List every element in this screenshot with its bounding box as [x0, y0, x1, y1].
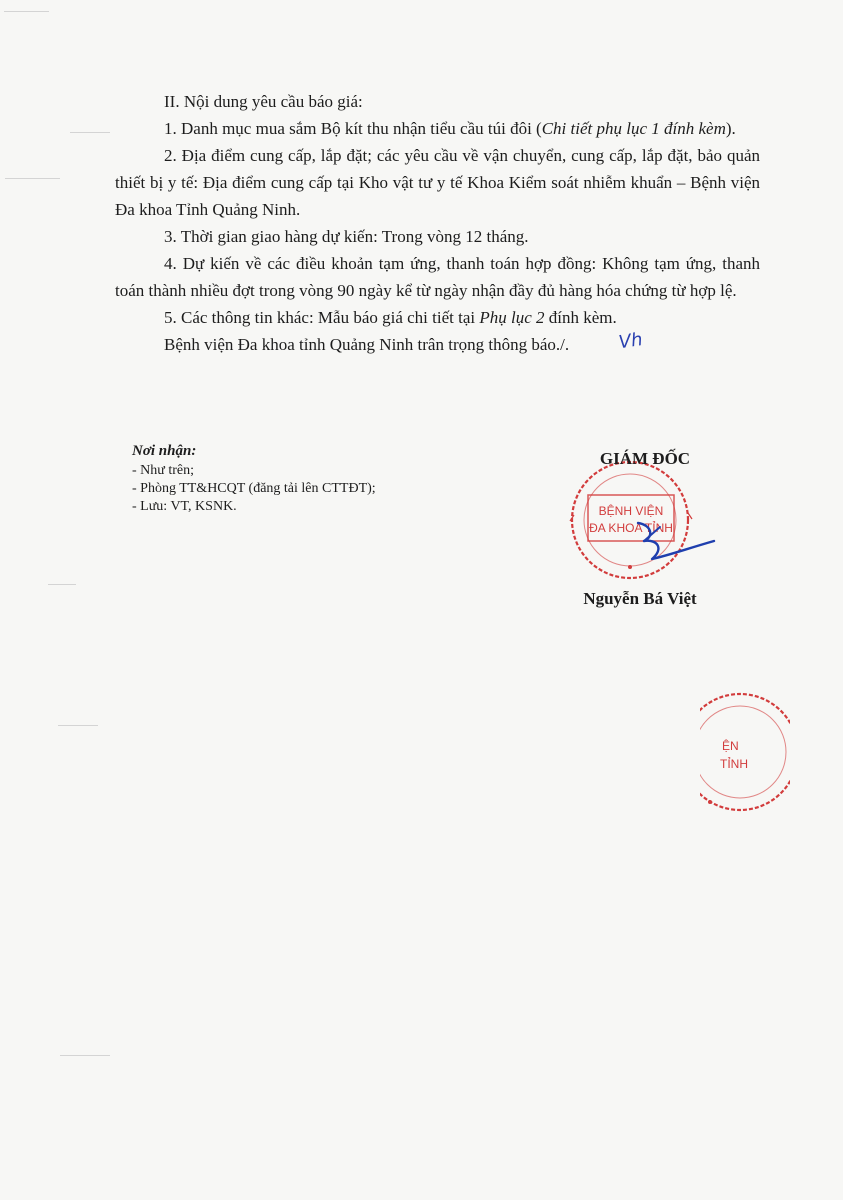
item-1-italic: Chi tiết phụ lục 1 đính kèm — [541, 119, 726, 138]
item-5-tail: đính kèm. — [544, 308, 617, 327]
recipients-block — [132, 442, 462, 516]
stamp-line-2: ĐA KHOA TỈNH — [589, 521, 673, 535]
edge-stamp-line-1: ỆN — [722, 739, 739, 753]
item-5-italic: Phụ lục 2 — [479, 308, 545, 327]
recipient-item: - Lưu: VT, KSNK. — [132, 499, 237, 514]
handwritten-signature — [630, 515, 720, 570]
scan-artifact — [48, 584, 76, 585]
item-5-text: 5. Các thông tin khác: Mẫu báo giá chi tiết tại — [164, 308, 480, 327]
recipient-item: - Phòng TT&HCQT (đăng tải lên CTTĐT); — [132, 481, 376, 496]
item-4: 4. Dự kiến về các điều khoản tạm ứng, thanh toán hợp đồng: Không tạm ứng, thanh toán thành nhiều đợt trong vòng 90 ngày kể từ ngày nhận đầy đủ hàng hóa chứng từ hợp lệ. — [115, 254, 760, 300]
item-5 — [115, 304, 760, 331]
scan-artifact — [70, 132, 110, 133]
handwritten-initials: Vh — [617, 329, 644, 354]
item-1-close: ). — [725, 119, 736, 138]
stamp-line-1: BỆNH VIỆN — [598, 504, 664, 518]
scan-artifact — [58, 725, 98, 726]
item-1-text: 1. Danh mục mua sắm Bộ kít thu nhận tiểu cầu túi đôi ( — [164, 119, 542, 138]
scan-artifact — [5, 178, 60, 179]
signer-title: GIÁM ĐỐC — [599, 449, 691, 468]
edge-stamp-line-2: TỈNH — [720, 757, 748, 771]
recipients-heading: Nơi nhận: — [132, 443, 197, 459]
closing-line — [115, 331, 760, 358]
page-edge-stamp — [700, 690, 790, 825]
item-3: 3. Thời gian giao hàng dự kiến: Trong vòng 12 tháng. — [164, 227, 529, 246]
signer-name: Nguyễn Bá Việt — [583, 589, 697, 608]
closing-text: Bệnh viện Đa khoa tỉnh Quảng Ninh trân trọng thông báo./. — [164, 335, 570, 354]
item-2: 2. Địa điểm cung cấp, lắp đặt; các yêu cầu về vận chuyển, cung cấp, lắp đặt, bảo quản thiết bị y tế: Địa điểm cung cấp tại Kho vật tư y tế Khoa Kiểm soát nhiễm khuẩn – Bệnh viện Đa khoa Tỉnh Quảng Ninh. — [115, 146, 760, 219]
recipient-item: - Như trên; — [132, 463, 195, 478]
scan-artifact — [4, 11, 49, 12]
item-1 — [115, 115, 760, 142]
quote-request-content — [115, 88, 760, 358]
scan-artifact — [60, 1055, 110, 1056]
section-heading: II. Nội dung yêu cầu báo giá: — [164, 92, 363, 111]
